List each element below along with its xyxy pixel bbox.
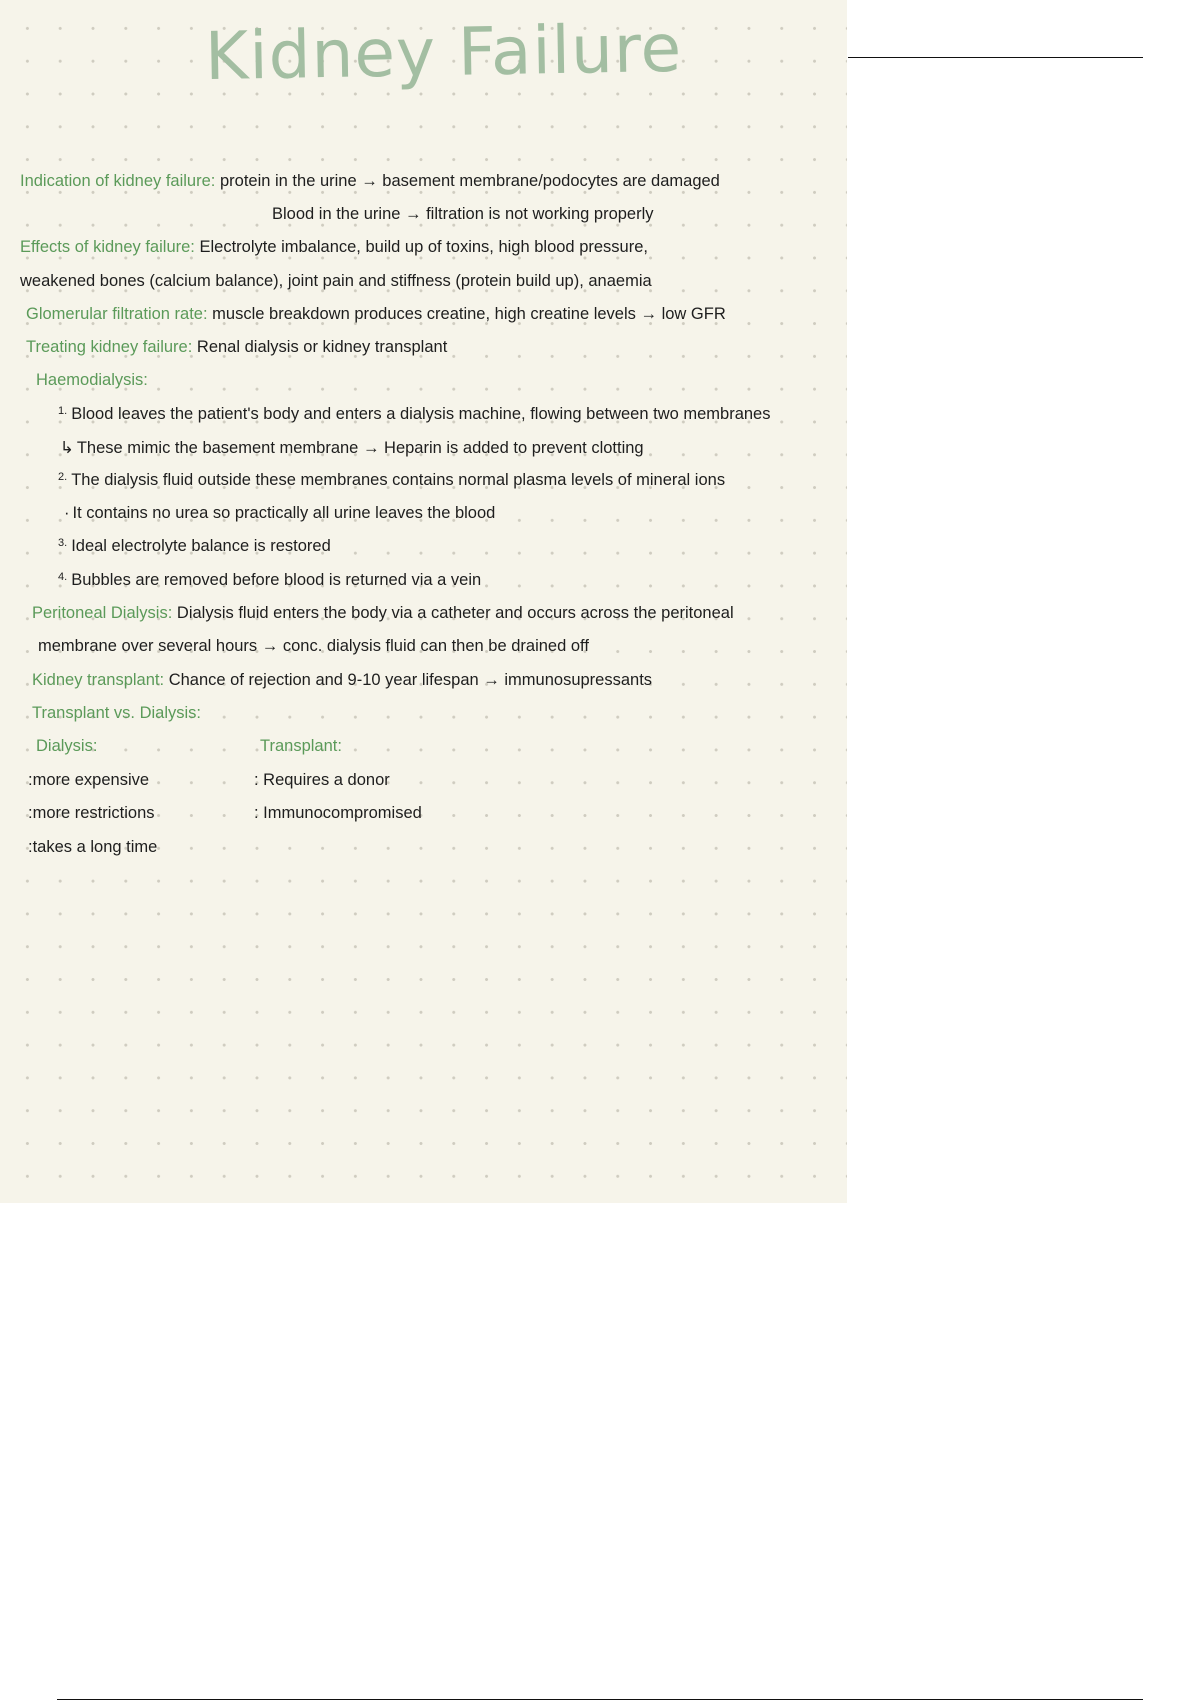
gfr-label: Glomerular filtration rate: [26,305,208,323]
transplant-point: : Immunocompromised [254,804,422,822]
step-text: These mimic the basement membrane → Heparin is added to prevent clotting [76,439,644,457]
indication-label: Indication of kidney failure: [20,172,216,190]
indication-text-1: protein in the urine → basement membrane/podocytes are damaged [219,172,720,190]
step-text: The dialysis fluid outside these membranes contains normal plasma levels of mineral ions [71,471,726,489]
step-text: Ideal electrolyte balance is restored [71,537,331,555]
step-text: It contains no urea so practically all urine leaves the blood [72,504,496,522]
step-text: Bubbles are removed before blood is returned via a vein [71,571,482,589]
dialysis-point: :more restrictions [28,804,155,822]
haemodialysis-heading: Haemodialysis: [36,371,148,389]
effects-line-2: weakened bones (calcium balance), joint pain and stiffness (protein build up), anaemia [20,272,652,290]
treating-text: Renal dialysis or kidney transplant [196,338,448,356]
top-rule [848,57,1143,58]
dotted-note-page [0,0,847,1203]
haemo-step [58,537,331,556]
transplant-text: Chance of rejection and 9-10 year lifespan → immunosupressants [168,671,653,689]
transplant-column-heading: Transplant: [260,737,342,755]
haemo-step [58,571,481,590]
step-marker: 1. [58,405,68,417]
gfr-line [26,305,726,324]
transplant-point: : Requires a donor [254,771,390,789]
dialysis-column-heading: Dialysis: [36,737,98,755]
transplant-line [32,671,652,690]
page-title: Kidney Failure [204,9,683,96]
effects-line-1 [20,238,648,257]
dialysis-point: :more expensive [28,771,150,789]
indication-line-2: Blood in the urine → filtration is not working properly [272,205,654,223]
peritoneal-label: Peritoneal Dialysis: [32,604,173,622]
peritoneal-line-2: membrane over several hours → conc. dialysis fluid can then be drained off [38,637,589,655]
gfr-text: muscle breakdown produces creatine, high creatine levels → low GFR [212,305,726,323]
peritoneal-line-1 [32,604,734,623]
treating-label: Treating kidney failure: [26,338,193,356]
haemo-step [58,405,771,424]
effects-text-1: Electrolyte imbalance, build up of toxins, high blood pressure, [199,238,648,256]
indication-line-1 [20,172,720,191]
bullet-icon: · [64,504,70,522]
haemo-step [58,471,725,490]
effects-label: Effects of kidney failure: [20,238,195,256]
haemo-step [60,438,644,458]
comparison-heading: Transplant vs. Dialysis: [32,704,202,722]
dialysis-point: :takes a long time [28,838,158,856]
haemo-step [64,504,495,523]
step-marker: 3. [58,537,68,549]
step-marker: 2. [58,471,68,483]
peritoneal-text-1: Dialysis fluid enters the body via a catheter and occurs across the peritoneal [176,604,734,622]
step-marker: 4. [58,571,68,583]
indent-arrow-icon: ↳ [60,439,74,457]
treating-line [26,338,447,357]
transplant-label: Kidney transplant: [32,671,165,689]
step-text: Blood leaves the patient's body and enters a dialysis machine, flowing between two membranes [71,405,771,423]
